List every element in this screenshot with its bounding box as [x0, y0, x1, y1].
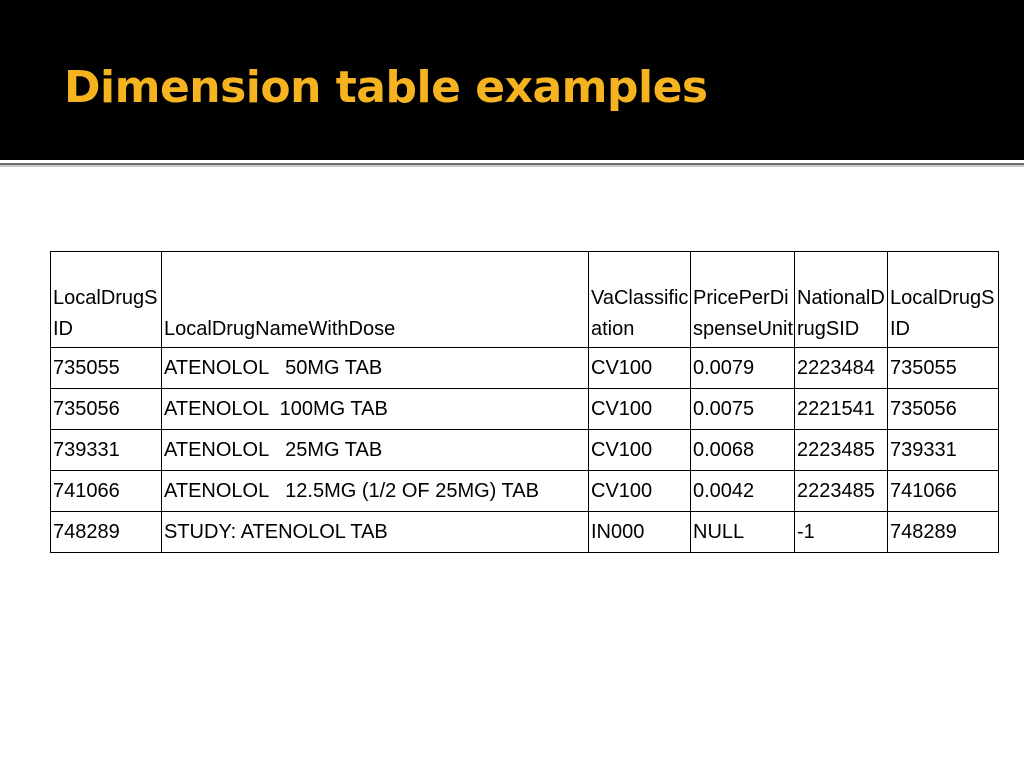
column-header: PricePerDispenseUnit — [691, 252, 795, 348]
table-row — [51, 512, 999, 553]
title-bar — [0, 0, 1024, 160]
table-cell: CV100 — [589, 348, 691, 389]
table-cell: 2221541 — [795, 389, 888, 430]
dimension-table — [50, 251, 999, 553]
table-cell: CV100 — [589, 471, 691, 512]
table-cell: 741066 — [51, 471, 162, 512]
table-cell: ATENOLOL 100MG TAB — [162, 389, 589, 430]
table-row — [51, 471, 999, 512]
table-cell: CV100 — [589, 430, 691, 471]
table-cell: CV100 — [589, 389, 691, 430]
table-cell: ATENOLOL 50MG TAB — [162, 348, 589, 389]
table-cell: STUDY: ATENOLOL TAB — [162, 512, 589, 553]
table-cell: 748289 — [51, 512, 162, 553]
table-cell: 741066 — [888, 471, 999, 512]
table-cell: NULL — [691, 512, 795, 553]
table-cell: 735056 — [888, 389, 999, 430]
table-cell: 2223485 — [795, 471, 888, 512]
column-header: LocalDrugSID — [51, 252, 162, 348]
table-cell: 735055 — [888, 348, 999, 389]
table-cell: 735055 — [51, 348, 162, 389]
slide-title: Dimension table examples — [64, 62, 708, 113]
table-cell: 735056 — [51, 389, 162, 430]
table-row — [51, 389, 999, 430]
table-row — [51, 348, 999, 389]
table-cell: 739331 — [888, 430, 999, 471]
table-cell: IN000 — [589, 512, 691, 553]
table-cell: 2223484 — [795, 348, 888, 389]
column-header: NationalDrugSID — [795, 252, 888, 348]
column-header: LocalDrugNameWithDose — [162, 252, 589, 348]
table-cell: ATENOLOL 12.5MG (1/2 OF 25MG) TAB — [162, 471, 589, 512]
table-cell: 0.0079 — [691, 348, 795, 389]
divider-line-light — [0, 165, 1024, 167]
table-cell: 2223485 — [795, 430, 888, 471]
column-header: VaClassification — [589, 252, 691, 348]
table-header-row — [51, 252, 999, 348]
table-row — [51, 430, 999, 471]
column-header: LocalDrugSID — [888, 252, 999, 348]
table-cell: 748289 — [888, 512, 999, 553]
table-cell: 0.0075 — [691, 389, 795, 430]
table-cell: ATENOLOL 25MG TAB — [162, 430, 589, 471]
table-cell: -1 — [795, 512, 888, 553]
table-cell: 0.0068 — [691, 430, 795, 471]
table-cell: 0.0042 — [691, 471, 795, 512]
table-cell: 739331 — [51, 430, 162, 471]
